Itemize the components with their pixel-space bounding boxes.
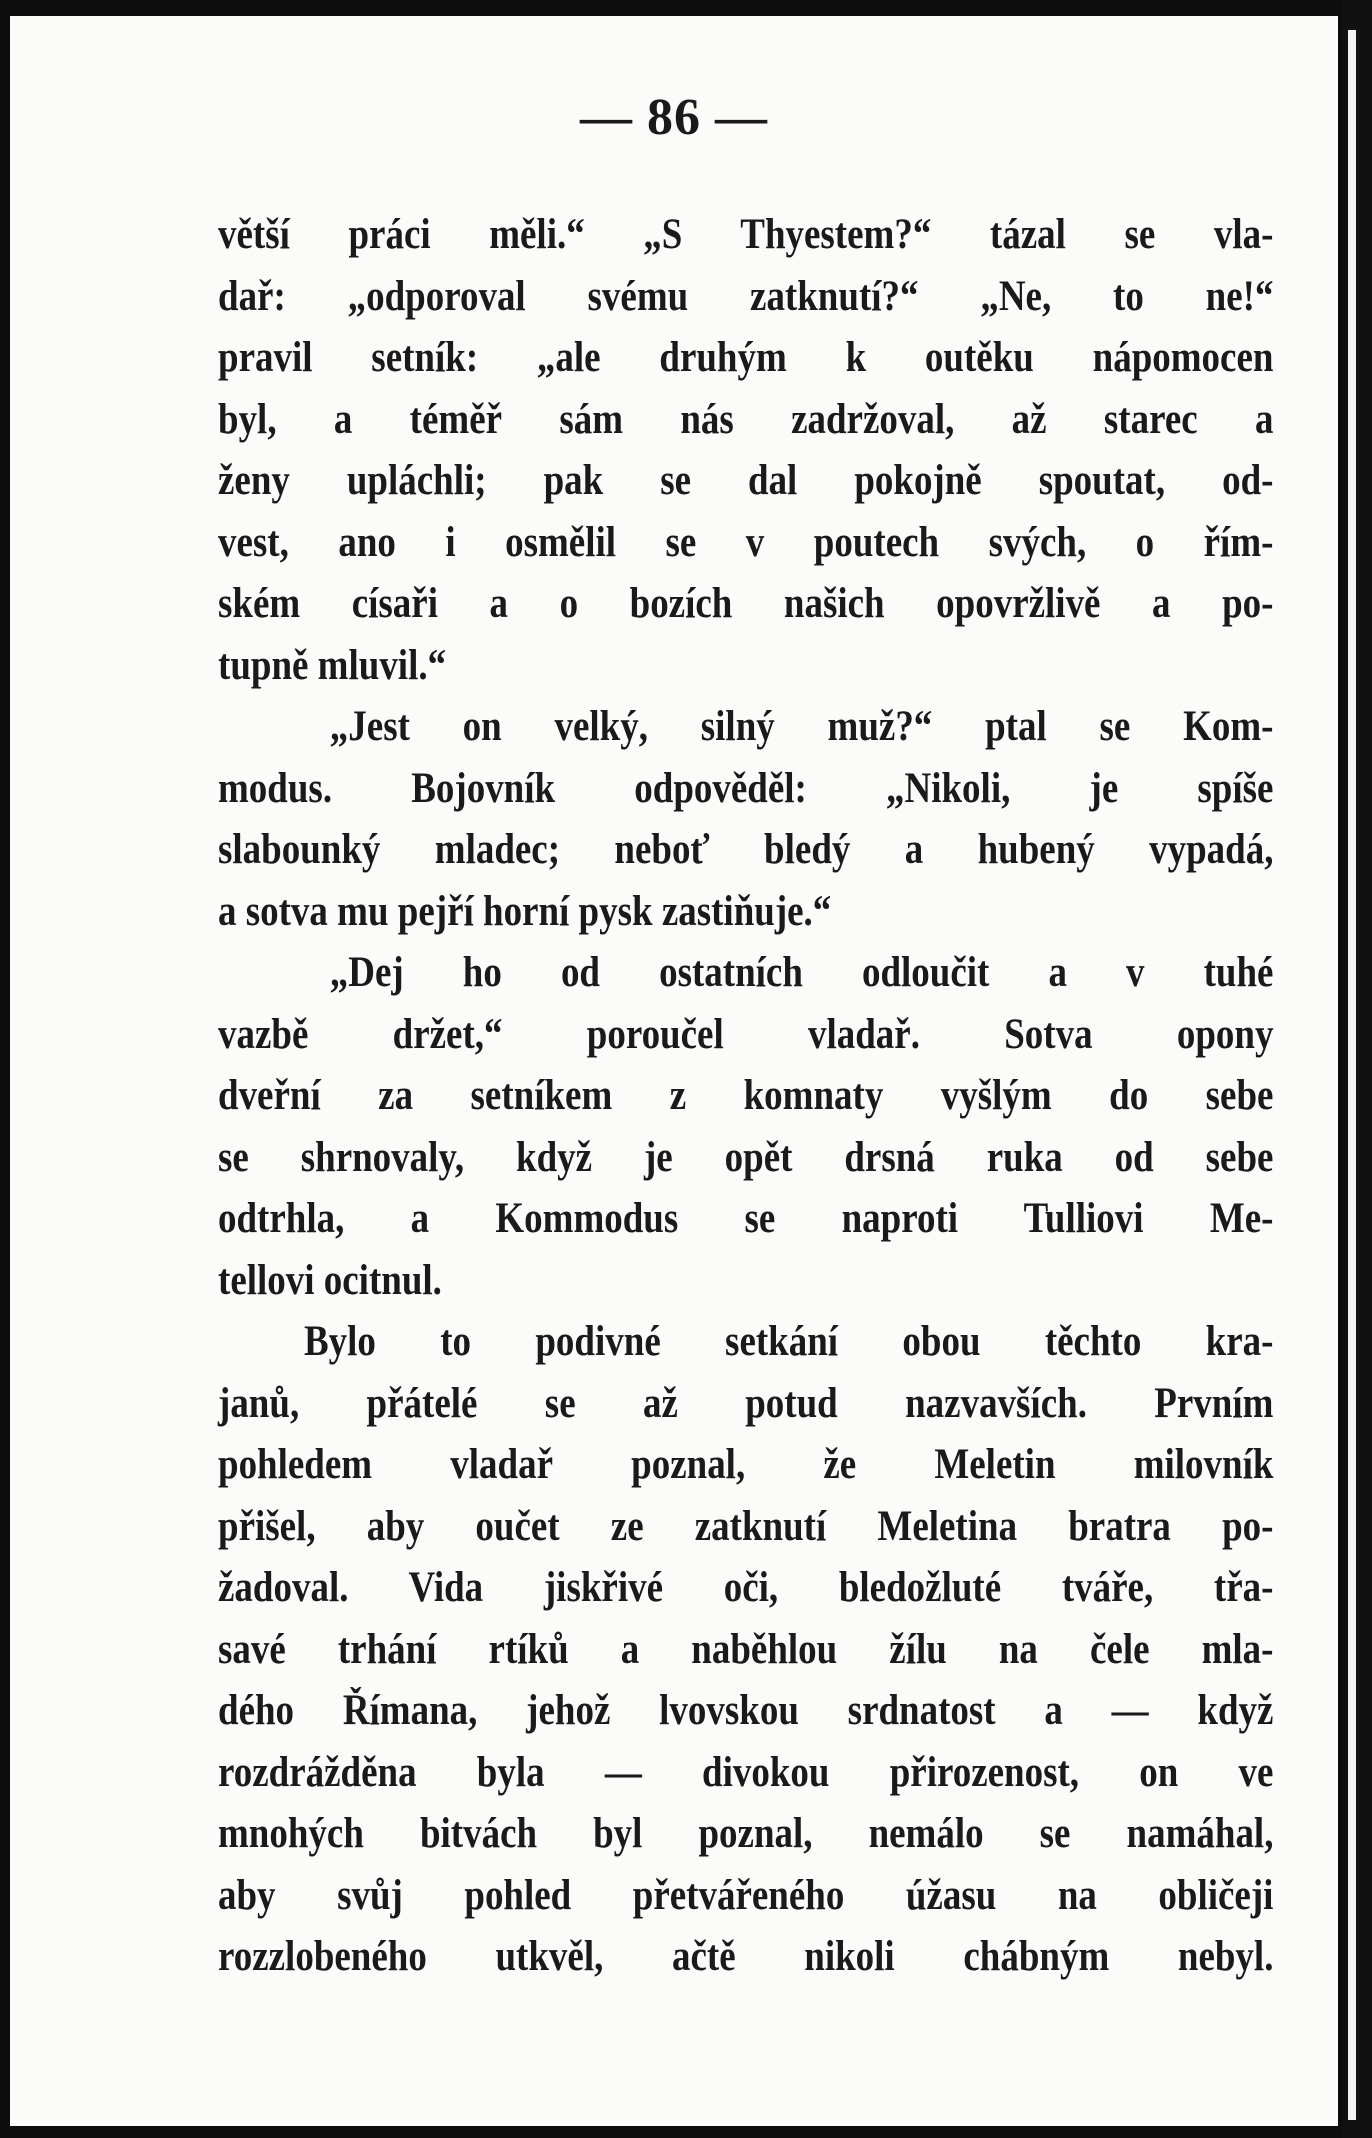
text-line: Bylo to podivné setkání obou těchto kra- — [304, 1318, 1274, 1365]
text-line: savé trhání rtíků a naběhlou žílu na čele mla- — [218, 1625, 1274, 1673]
text-line: vest, ano i osmělil se v poutech svých, o řím- — [218, 518, 1274, 566]
text-line: pravil setník: „ale druhým k outěku nápomocen — [218, 334, 1274, 381]
text-line: ském císaři a o bozích našich opovržlivě a po- — [218, 580, 1274, 627]
text-line: dveřní za setníkem z komnaty vyšlým do sebe — [218, 1072, 1274, 1119]
text-line: „Dej ho od ostatních odloučit a v tuhé — [329, 949, 1274, 996]
text-line: slabounký mladec; neboť bledý a hubený vypadá, — [218, 826, 1274, 873]
text-line: „Jest on velký, silný muž?“ ptal se Kom- — [329, 703, 1274, 750]
text-line: pohledem vladař poznal, že Meletin milovník — [218, 1441, 1274, 1488]
text-line: dař: „odporoval svému zatknutí?“ „Ne, to ne!“ — [218, 272, 1274, 320]
text-line: odtrhla, a Kommodus se naproti Tulliovi Me- — [218, 1195, 1274, 1242]
book-page — [10, 16, 1338, 2126]
body-text — [218, 204, 1276, 1988]
text-line: vazbě držet,“ poroučel vladař. Sotva opony — [218, 1010, 1274, 1058]
text-line: tellovi ocitnul. — [218, 1256, 442, 1304]
text-line: se shrnovaly, když je opět drsná ruka od sebe — [218, 1133, 1274, 1181]
text-line: dého Římana, jehož lvovskou srdnatost a — když — [218, 1687, 1274, 1734]
text-line: ženy upláchli; pak se dal pokojně spoutat, od- — [218, 457, 1274, 504]
text-line: byl, a téměř sám nás zadržoval, až starec a — [218, 395, 1274, 443]
text-line: modus. Bojovník odpověděl: „Nikoli, je spíše — [218, 764, 1274, 812]
text-line: mnohých bitvách byl poznal, nemálo se namáhal, — [218, 1810, 1274, 1857]
text-line: aby svůj pohled přetvářeného úžasu na obličeji — [218, 1871, 1274, 1919]
scan-border — [1342, 0, 1372, 2138]
text-line: větší práci měli.“ „S Thyestem?“ tázal se vla- — [218, 211, 1274, 258]
text-line: rozdrážděna byla — divokou přirozenost, on ve — [218, 1748, 1274, 1796]
text-line: přišel, aby oučet ze zatknutí Meletina bratra po- — [218, 1502, 1274, 1550]
page-edge — [1348, 30, 1356, 2120]
text-line: tupně mluvil.“ — [218, 641, 447, 689]
text-line: rozzlobeného utkvěl, ačtě nikoli chábným nebyl. — [218, 1933, 1274, 1980]
text-line: žadoval. Vida jiskřivé oči, bledožluté tváře, třa- — [218, 1564, 1274, 1611]
page-number: — 86 — — [580, 89, 768, 146]
text-line: janů, přátelé se až potud nazvavších. Prvním — [218, 1379, 1274, 1427]
text-line: a sotva mu pejří horní pysk zastiňuje.“ — [218, 887, 832, 935]
